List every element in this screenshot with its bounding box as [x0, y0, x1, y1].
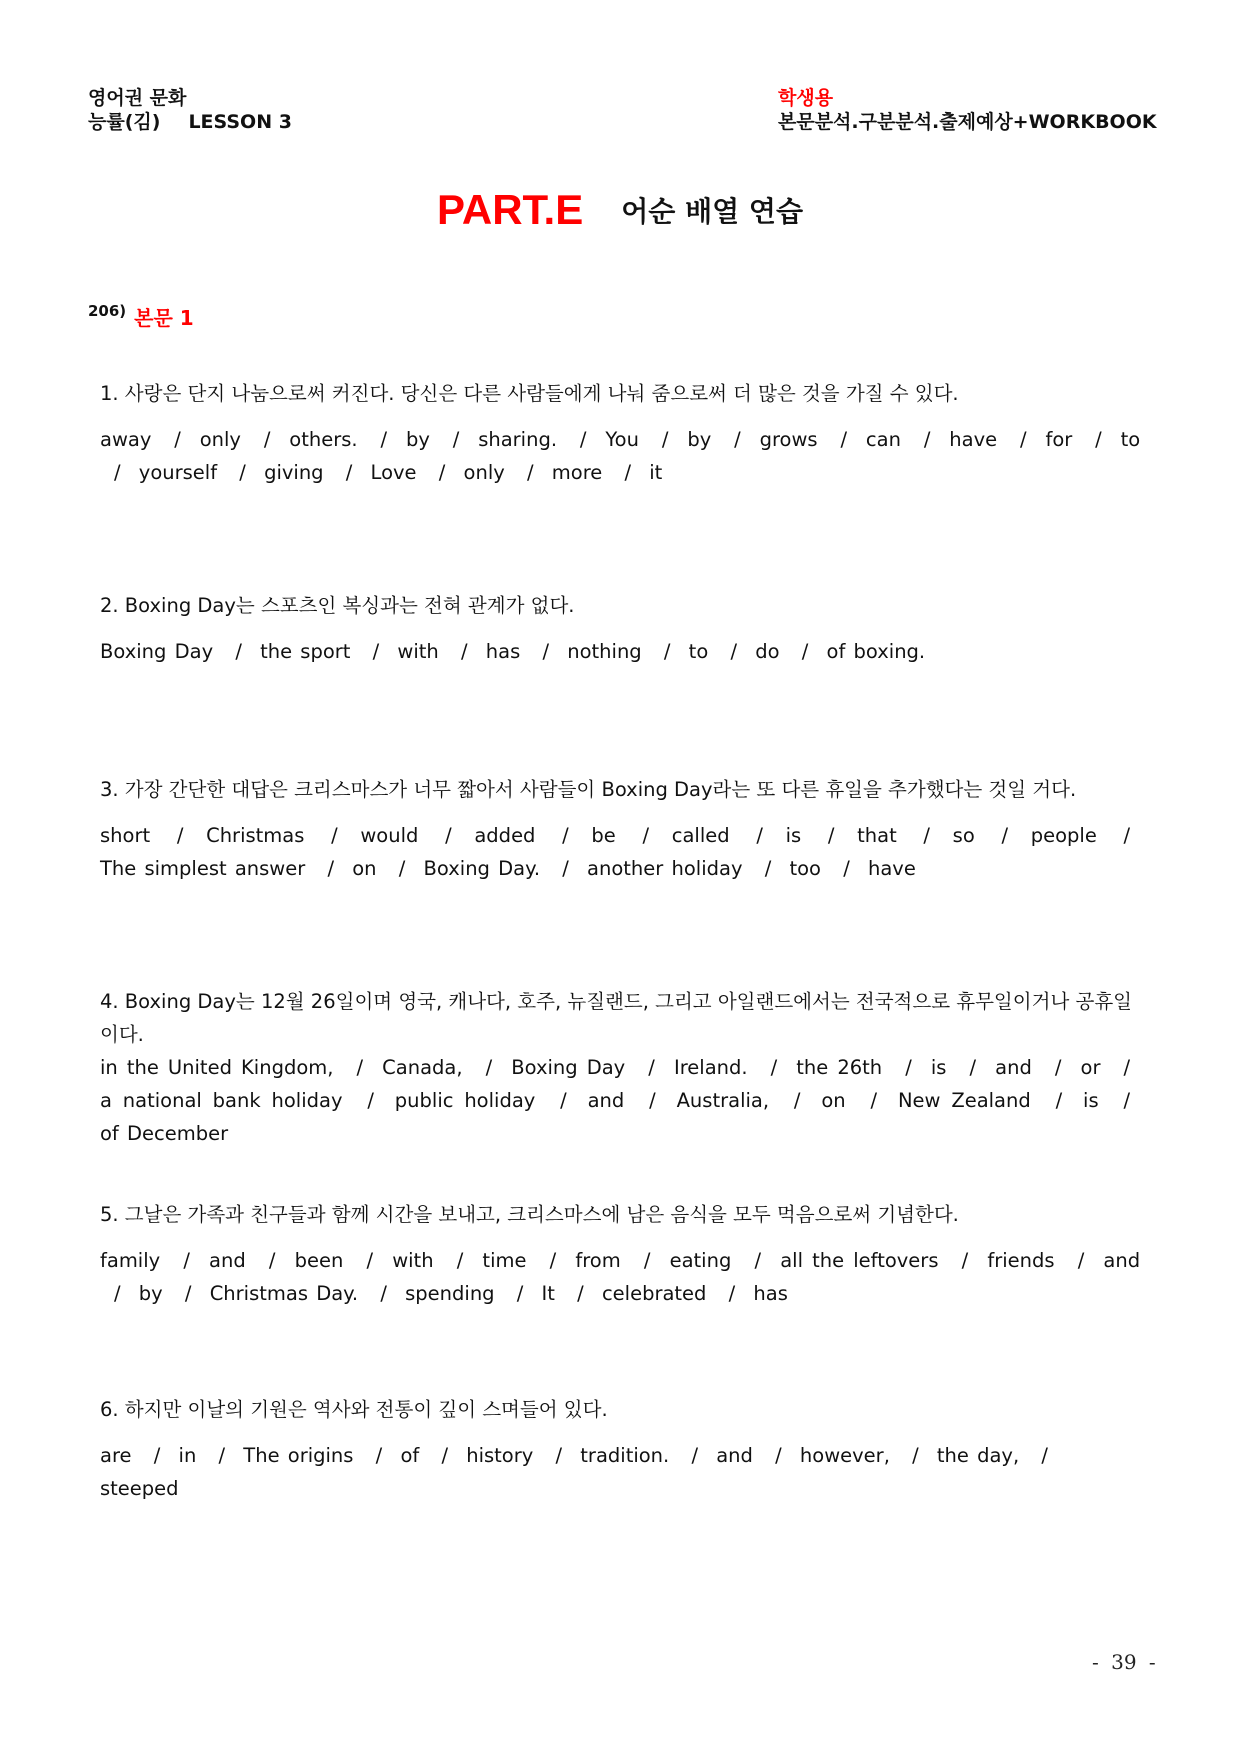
korean-sentence: 4. Boxing Day는 12월 26일이며 영국, 캐나다, 호주, 뉴질랜드, 그리고 아일랜드에서는 전국적으로 휴무일이거나 공휴일이다.: [100, 990, 1132, 1046]
chunk-separator: /: [756, 824, 763, 847]
chunk-separator: /: [380, 1282, 387, 1305]
chunk-separator: /: [1077, 1249, 1085, 1272]
word-chunk: of: [400, 1444, 420, 1467]
word-chunk: the 26th: [796, 1056, 883, 1079]
question-label: 본문 1: [134, 306, 194, 330]
word-chunk: have: [867, 857, 916, 880]
word-chunk: too: [789, 857, 821, 880]
chunk-separator: /: [801, 640, 809, 663]
word-chunk: short: [100, 824, 151, 847]
word-chunk: people: [1030, 824, 1097, 847]
word-chunk: for: [1045, 428, 1073, 451]
chunk-separator: /: [562, 824, 569, 847]
chunk-separator: /: [268, 1249, 276, 1272]
word-chunk: The simplest answer: [100, 857, 306, 880]
course-title: 영어권 문화: [88, 87, 187, 109]
chunk-separator: /: [754, 1249, 762, 1272]
chunk-separator: /: [912, 1444, 919, 1467]
word-chunk: friends: [987, 1249, 1055, 1272]
word-chunk: tradition.: [580, 1444, 670, 1467]
chunk-separator: /: [663, 640, 671, 663]
word-chunk: has: [753, 1282, 788, 1305]
chunk-separator: /: [1123, 1089, 1131, 1112]
word-chunk: and: [587, 1089, 625, 1112]
word-chunk: history: [466, 1444, 534, 1467]
chunk-separator: /: [356, 1056, 364, 1079]
exercise-item-6: [100, 1393, 1140, 1505]
word-chunk: of December: [100, 1122, 229, 1145]
word-chunk: it: [649, 461, 663, 484]
chunk-separator: /: [1020, 428, 1027, 451]
chunk-separator: /: [176, 824, 184, 847]
publisher: 능률(김): [88, 111, 161, 133]
word-chunk: only: [463, 461, 505, 484]
chunk-separator: /: [840, 428, 848, 451]
chunk-separator: /: [263, 428, 271, 451]
word-chunk: would: [360, 824, 419, 847]
chunk-separator: /: [375, 1444, 383, 1467]
chunk-separator: /: [764, 857, 772, 880]
word-chunk: or: [1080, 1056, 1101, 1079]
chunk-separator: /: [691, 1444, 699, 1467]
chunk-separator: /: [327, 857, 335, 880]
header-right: [778, 86, 1157, 134]
chunk-separator: /: [843, 857, 850, 880]
word-chunk: and: [209, 1249, 246, 1272]
word-chunk: Christmas Day.: [209, 1282, 359, 1305]
chunk-separator: /: [461, 640, 468, 663]
word-chunk: yourself: [138, 461, 218, 484]
chunk-separator: /: [372, 640, 380, 663]
audience-label: 학생용: [778, 87, 834, 109]
chunk-separator: /: [516, 1282, 524, 1305]
chunk-separator: /: [1001, 824, 1009, 847]
word-chunk: eating: [669, 1249, 732, 1272]
word-chunk: spending: [405, 1282, 495, 1305]
word-chunks: [100, 1051, 1140, 1150]
chunk-separator: /: [770, 1056, 778, 1079]
word-chunk: and: [1103, 1249, 1141, 1272]
word-chunks: [100, 1244, 1140, 1310]
chunk-separator: /: [560, 1089, 567, 1112]
exercise-item-1: [100, 377, 1140, 489]
word-chunk: however,: [799, 1444, 890, 1467]
word-chunk: to: [1120, 428, 1141, 451]
word-chunk: public holiday: [394, 1089, 536, 1112]
chunk-separator: /: [775, 1444, 782, 1467]
chunk-separator: /: [827, 824, 835, 847]
page-number: - 39 -: [1092, 1650, 1156, 1674]
word-chunks: [100, 635, 1140, 668]
exercise-item-2: [100, 589, 1140, 668]
word-chunk: is: [930, 1056, 947, 1079]
chunk-separator: /: [642, 824, 650, 847]
chunk-separator: /: [728, 1282, 736, 1305]
exercise-item-5: [100, 1198, 1140, 1310]
chunk-separator: /: [114, 461, 121, 484]
header-left: [88, 86, 292, 134]
lesson-label: LESSON 3: [188, 111, 292, 133]
chunk-separator: /: [114, 1282, 121, 1305]
word-chunk: that: [857, 824, 897, 847]
chunk-separator: /: [734, 428, 741, 451]
word-chunk: and: [716, 1444, 753, 1467]
word-chunk: called: [671, 824, 730, 847]
chunk-separator: /: [452, 428, 460, 451]
chunk-separator: /: [398, 857, 406, 880]
word-chunk: with: [397, 640, 439, 663]
chunk-separator: /: [153, 1444, 161, 1467]
word-chunk: Boxing Day.: [423, 857, 541, 880]
page-title: [0, 186, 1240, 234]
chunk-separator: /: [643, 1249, 651, 1272]
chunk-separator: /: [239, 461, 246, 484]
chunk-separator: /: [923, 824, 930, 847]
chunk-separator: /: [549, 1249, 557, 1272]
chunk-separator: /: [1123, 1056, 1131, 1079]
chunk-separator: /: [345, 461, 353, 484]
word-chunk: sharing.: [478, 428, 558, 451]
word-chunk: others.: [289, 428, 358, 451]
word-chunk: Ireland.: [673, 1056, 748, 1079]
chunk-separator: /: [961, 1249, 969, 1272]
chunk-separator: /: [526, 461, 534, 484]
word-chunk: in the United Kingdom,: [100, 1056, 334, 1079]
chunk-separator: /: [969, 1056, 977, 1079]
word-chunk: family: [100, 1249, 161, 1272]
word-chunk: the sport: [260, 640, 351, 663]
chunk-separator: /: [1055, 1089, 1063, 1112]
word-chunk: the day,: [936, 1444, 1020, 1467]
word-chunk: You: [605, 428, 639, 451]
chunk-separator: /: [624, 461, 632, 484]
word-chunk: nothing: [567, 640, 642, 663]
chunk-separator: /: [218, 1444, 226, 1467]
workbook-label: 본문분석.구분분석.출제예상+WORKBOOK: [778, 111, 1157, 133]
question-heading: [88, 302, 194, 331]
chunk-separator: /: [1123, 824, 1131, 847]
chunk-separator: /: [870, 1089, 878, 1112]
word-chunk: Love: [370, 461, 417, 484]
word-chunk: Boxing Day: [511, 1056, 626, 1079]
chunk-separator: /: [793, 1089, 801, 1112]
word-chunk: by: [138, 1282, 163, 1305]
word-chunk: more: [551, 461, 603, 484]
word-chunk: with: [392, 1249, 434, 1272]
word-chunk: can: [865, 428, 901, 451]
word-chunk: added: [474, 824, 536, 847]
word-chunk: on: [352, 857, 377, 880]
question-number: 206): [88, 302, 127, 320]
chunk-separator: /: [441, 1444, 449, 1467]
chunk-separator: /: [331, 824, 338, 847]
word-chunk: New Zealand: [897, 1089, 1031, 1112]
word-chunk: time: [482, 1249, 527, 1272]
word-chunk: away: [100, 428, 152, 451]
chunk-separator: /: [905, 1056, 912, 1079]
korean-sentence: 1. 사랑은 단지 나눔으로써 커진다. 당신은 다른 사람들에게 나눠 줌으로써 더 많은 것을 가질 수 있다.: [100, 382, 959, 405]
word-chunk: from: [575, 1249, 621, 1272]
word-chunk: have: [949, 428, 998, 451]
part-subtitle: 어순 배열 연습: [621, 195, 804, 228]
word-chunk: The origins: [243, 1444, 354, 1467]
chunk-separator: /: [235, 640, 242, 663]
chunk-separator: /: [579, 428, 587, 451]
word-chunk: Christmas: [206, 824, 305, 847]
korean-sentence: 6. 하지만 이날의 기원은 역사와 전통이 깊이 스며들어 있다.: [100, 1398, 608, 1421]
chunk-separator: /: [648, 1056, 655, 1079]
exercise-item-4: [100, 985, 1140, 1150]
chunk-separator: /: [184, 1282, 192, 1305]
word-chunks: [100, 423, 1140, 489]
chunk-separator: /: [485, 1056, 493, 1079]
chunk-separator: /: [183, 1249, 190, 1272]
chunk-separator: /: [1095, 428, 1102, 451]
chunk-separator: /: [174, 428, 181, 451]
word-chunk: by: [405, 428, 430, 451]
word-chunk: so: [952, 824, 975, 847]
word-chunk: has: [485, 640, 521, 663]
chunk-separator: /: [438, 461, 446, 484]
chunk-separator: /: [649, 1089, 656, 1112]
chunk-separator: /: [366, 1249, 374, 1272]
word-chunk: celebrated: [601, 1282, 707, 1305]
chunk-separator: /: [380, 428, 388, 451]
word-chunk: to: [688, 640, 709, 663]
korean-sentence: 5. 그날은 가족과 친구들과 함께 시간을 보내고, 크리스마스에 남은 음식을 모두 먹음으로써 기념한다.: [100, 1203, 959, 1226]
chunk-separator: /: [456, 1249, 464, 1272]
chunk-separator: /: [730, 640, 738, 663]
word-chunk: It: [541, 1282, 555, 1305]
exercise-item-3: [100, 773, 1140, 885]
word-chunks: [100, 1439, 1140, 1505]
word-chunk: of boxing.: [826, 640, 926, 663]
chunk-separator: /: [923, 428, 931, 451]
word-chunk: in: [178, 1444, 197, 1467]
chunk-separator: /: [661, 428, 669, 451]
word-chunk: Boxing Day: [100, 640, 214, 663]
word-chunk: grows: [759, 428, 818, 451]
word-chunk: only: [199, 428, 241, 451]
word-chunk: by: [687, 428, 712, 451]
part-label: PART.E: [436, 186, 584, 233]
korean-sentence: 3. 가장 간단한 대답은 크리스마스가 너무 짧아서 사람들이 Boxing Day라는 또 다른 휴일을 추가했다는 것일 거다.: [100, 778, 1077, 801]
chunk-separator: /: [445, 824, 452, 847]
chunk-separator: /: [555, 1444, 563, 1467]
chunk-separator: /: [577, 1282, 584, 1305]
korean-sentence: 2. Boxing Day는 스포츠인 복싱과는 전혀 관계가 없다.: [100, 594, 575, 617]
word-chunk: steeped: [100, 1477, 179, 1500]
word-chunk: all the leftovers: [780, 1249, 939, 1272]
word-chunk: a national bank holiday: [100, 1089, 343, 1112]
word-chunk: is: [785, 824, 802, 847]
word-chunk: and: [995, 1056, 1032, 1079]
chunk-separator: /: [542, 640, 550, 663]
chunk-separator: /: [1041, 1444, 1048, 1467]
word-chunk: do: [755, 640, 780, 663]
word-chunk: Canada,: [382, 1056, 463, 1079]
word-chunk: Australia,: [676, 1089, 770, 1112]
word-chunk: are: [100, 1444, 132, 1467]
word-chunk: another holiday: [587, 857, 743, 880]
word-chunk: giving: [264, 461, 324, 484]
word-chunk: be: [591, 824, 616, 847]
chunk-separator: /: [367, 1089, 374, 1112]
word-chunk: is: [1083, 1089, 1099, 1112]
chunk-separator: /: [1054, 1056, 1062, 1079]
word-chunks: [100, 819, 1140, 885]
word-chunk: been: [294, 1249, 344, 1272]
word-chunk: on: [821, 1089, 846, 1112]
chunk-separator: /: [562, 857, 569, 880]
